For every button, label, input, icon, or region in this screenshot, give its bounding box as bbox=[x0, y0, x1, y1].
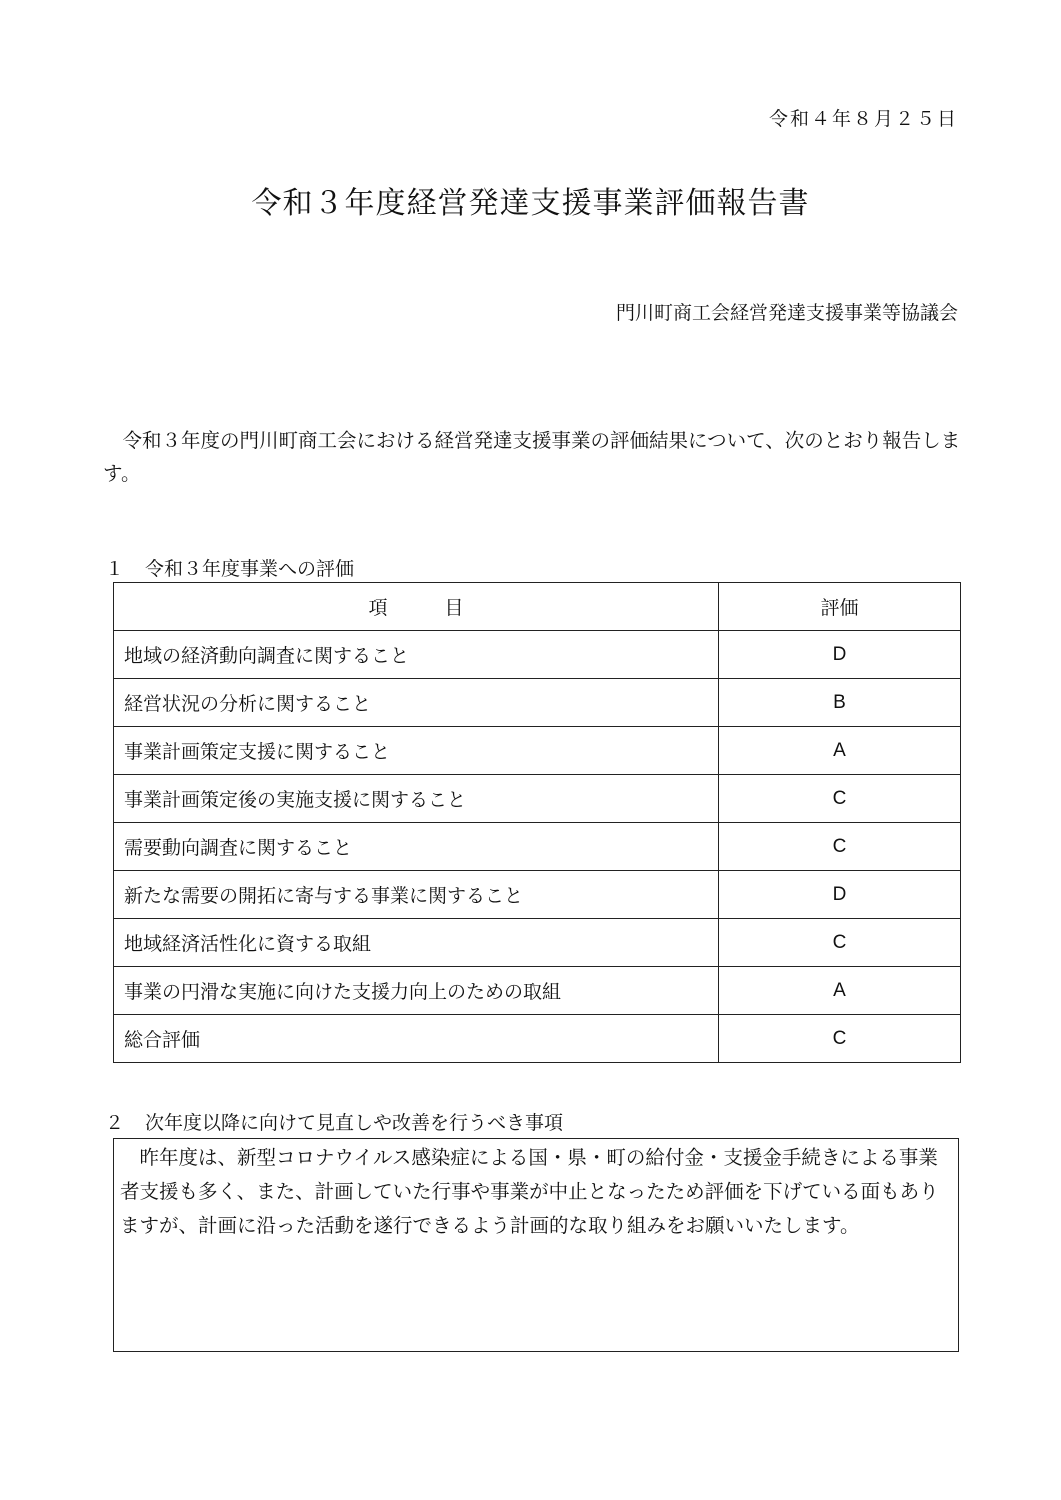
improvement-text: 昨年度は、新型コロナウイルス感染症による国・県・町の給付金・支援金手続きによる事業者支援も多く、また、計画していた行事や事業が中止となったため評価を下げている面もありますが、計画に沿った活動を遂行できるよう計画的な取り組みをお願いいたします。 bbox=[120, 1146, 939, 1237]
row-grade: C bbox=[719, 919, 961, 967]
evaluation-table bbox=[113, 582, 961, 1063]
section2-heading-text: 次年度以降に向けて見直しや改善を行うべき事項 bbox=[145, 1112, 564, 1134]
row-item: 事業計画策定後の実施支援に関すること bbox=[114, 775, 719, 823]
row-item: 地域の経済動向調査に関すること bbox=[114, 631, 719, 679]
row-item: 事業の円滑な実施に向けた支援力向上のための取組 bbox=[114, 967, 719, 1015]
table-row bbox=[114, 967, 961, 1015]
row-grade: D bbox=[719, 871, 961, 919]
row-grade: A bbox=[719, 727, 961, 775]
row-grade: B bbox=[719, 679, 961, 727]
table-row bbox=[114, 919, 961, 967]
table-row-overall bbox=[114, 1015, 961, 1063]
column-header-item: 項 目 bbox=[114, 583, 719, 631]
row-item: 需要動向調査に関すること bbox=[114, 823, 719, 871]
section1-number: １ bbox=[105, 558, 125, 580]
section2-heading bbox=[105, 1108, 563, 1135]
row-item: 総合評価 bbox=[114, 1015, 719, 1063]
table-row bbox=[114, 631, 961, 679]
column-header-grade: 評価 bbox=[719, 583, 961, 631]
intro-paragraph: 令和３年度の門川町商工会における経営発達支援事業の評価結果について、次のとおり報告します。 bbox=[103, 429, 961, 485]
report-date: 令和４年８月２５日 bbox=[768, 108, 958, 130]
organization-name: 門川町商工会経営発達支援事業等協議会 bbox=[615, 302, 958, 324]
row-grade: D bbox=[719, 631, 961, 679]
report-title: 令和３年度経営発達支援事業評価報告書 bbox=[251, 186, 810, 221]
improvement-box bbox=[113, 1138, 959, 1352]
row-item: 地域経済活性化に資する取組 bbox=[114, 919, 719, 967]
table-row bbox=[114, 823, 961, 871]
table-header-row bbox=[114, 583, 961, 631]
row-item: 新たな需要の開拓に寄与する事業に関すること bbox=[114, 871, 719, 919]
row-grade: C bbox=[719, 1015, 961, 1063]
row-grade: A bbox=[719, 967, 961, 1015]
row-grade: C bbox=[719, 823, 961, 871]
table-row bbox=[114, 679, 961, 727]
table-row bbox=[114, 775, 961, 823]
section2-number: ２ bbox=[105, 1112, 125, 1134]
section1-heading-text: 令和３年度事業への評価 bbox=[145, 558, 355, 580]
section1-heading bbox=[105, 554, 354, 581]
table-row bbox=[114, 871, 961, 919]
row-grade: C bbox=[719, 775, 961, 823]
row-item: 事業計画策定支援に関すること bbox=[114, 727, 719, 775]
table-row bbox=[114, 727, 961, 775]
row-item: 経営状況の分析に関すること bbox=[114, 679, 719, 727]
